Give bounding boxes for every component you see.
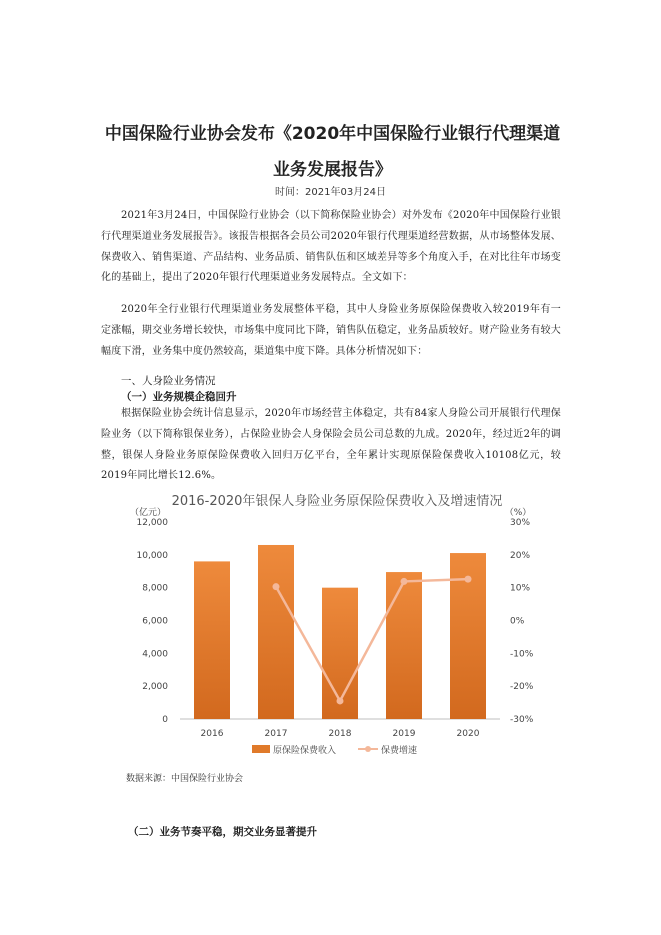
growth-point-2019: [401, 578, 408, 585]
x-tick-label: 2016: [200, 729, 224, 739]
left-axis-unit: （亿元）: [129, 508, 167, 518]
left-y-tick-label: 2,000: [142, 682, 168, 693]
left-y-tick-label: 12,000: [136, 518, 168, 528]
right-y-tick-label: 30%: [510, 518, 531, 528]
bar-2019: [386, 572, 422, 719]
right-y-tick-label: -30%: [510, 715, 534, 725]
x-tick-label: 2017: [264, 729, 288, 739]
growth-point-2018: [337, 697, 344, 704]
right-y-tick-label: 10%: [510, 583, 531, 594]
legend-marker-growth: [365, 746, 371, 752]
left-y-tick-label: 6,000: [142, 616, 168, 627]
bar-2017: [258, 545, 294, 719]
x-tick-label: 2020: [456, 729, 480, 739]
legend-swatch-premium: [252, 745, 270, 753]
bar-2016: [194, 561, 230, 719]
intro-paragraph: 2021年3月24日，中国保险行业协会（以下简称保险业协会）对外发布《2020年中国保险行业银行代理渠道业务发展报告》。该报告根据各会员公司2020年银行代理渠道经营数据，从市场整体发展、保费收入、销售渠道、产品结构、业务品质、销售队伍和区域差异等多个角度入手，在对比往年市场变化的基础上，提出了2020年银行代理渠道业务发展特点。全文如下：: [101, 210, 561, 284]
right-y-tick-label: -20%: [510, 682, 534, 693]
x-tick-label: 2019: [392, 729, 416, 739]
section-heading-life-insurance: 一、人身险业务情况: [121, 375, 216, 387]
subsection-heading-pace: （二）业务节奏平稳，期交业务显著提升: [128, 826, 317, 838]
data-source: 数据来源：中国保险行业协会: [126, 774, 244, 784]
subsection-heading-scale: （一）业务规模企稳回升: [121, 391, 237, 403]
right-y-tick-label: -10%: [510, 649, 534, 660]
growth-point-2020: [465, 576, 472, 583]
growth-line: [276, 579, 468, 701]
left-y-tick-label: 10,000: [136, 550, 168, 561]
article-title-line-2: 业务发展报告》: [273, 160, 392, 180]
overview-paragraph: 2020年全行业银行代理渠道业务发展整体平稳，其中人身险业务原保险保费收入较2019年有一定涨幅，期交业务增长较快，市场集中度同比下降，销售队伍稳定，业务品质较好。财产险业务有较大幅度下滑，业务集中度仍然较高，渠道集中度下降。具体分析情况如下：: [101, 304, 561, 357]
publish-time: 时间：2021年03月24日: [275, 187, 386, 198]
x-tick-label: 2018: [328, 729, 352, 739]
right-y-tick-label: 0%: [510, 616, 525, 627]
right-y-tick-label: 20%: [510, 550, 531, 561]
right-axis-unit: （%）: [504, 508, 532, 518]
article-title-line-1: 中国保险行业协会发布《2020年中国保险行业银行代理渠道: [104, 124, 561, 144]
legend-label-premium: 原保险保费收入: [273, 746, 337, 756]
left-y-tick-label: 4,000: [142, 649, 168, 660]
scale-paragraph: 根据保险业协会统计信息显示，2020年市场经营主体稳定，共有84家人身险公司开展银行代理保险业务（以下简称银保业务），占保险业协会人身保险会员公司总数的九成。2020年，经过近2年的调整，银保人身险业务原保险保费收入回归万亿平台，全年累计实现原保险保费收入10108亿元，较2019年同比增长12.6%。: [101, 408, 561, 482]
legend-label-growth: 保费增速: [381, 746, 418, 756]
left-y-tick-label: 8,000: [142, 583, 168, 594]
left-y-tick-label: 0: [162, 715, 168, 725]
chart-title: 2016-2020年银保人身险业务原保险保费收入及增速情况: [171, 494, 503, 509]
growth-point-2017: [273, 583, 280, 590]
